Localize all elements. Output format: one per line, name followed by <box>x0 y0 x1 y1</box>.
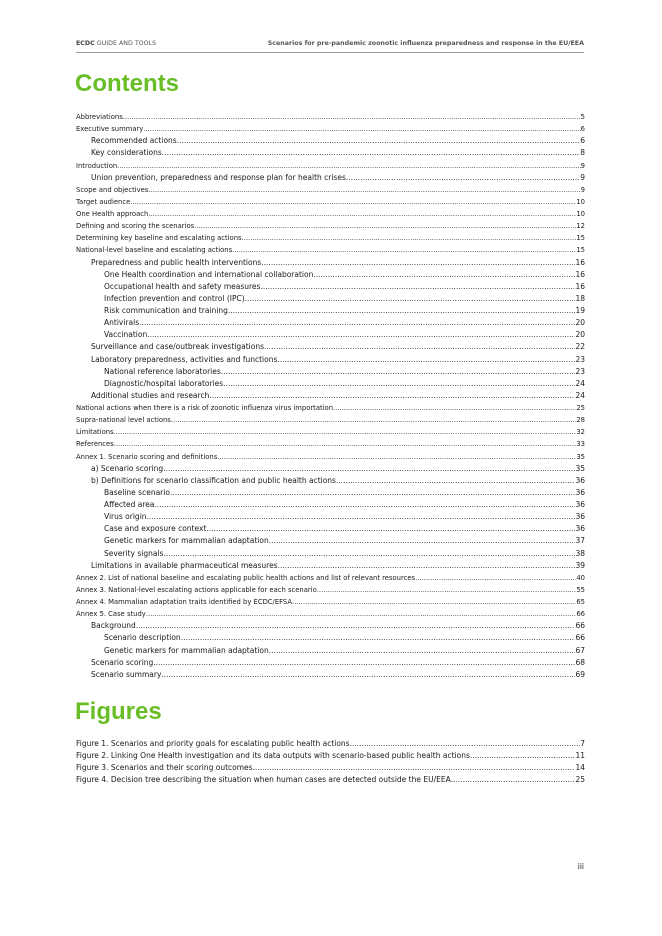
toc-entry[interactable] <box>76 257 585 269</box>
dot-leader <box>228 305 576 317</box>
toc-entry-title: Risk communication and training <box>104 306 228 315</box>
toc-entry-page: 55 <box>576 585 585 594</box>
dot-leader <box>269 645 576 657</box>
toc-entry[interactable] <box>76 402 585 414</box>
toc-entry[interactable] <box>76 596 585 608</box>
toc-entry[interactable] <box>76 111 585 123</box>
dot-leader <box>261 257 575 269</box>
dot-leader <box>232 244 576 256</box>
toc-entry-title: Defining and scoring the scenarios <box>76 222 195 231</box>
dot-leader <box>153 657 575 669</box>
dot-leader <box>221 366 576 378</box>
toc-entry-title: Infection prevention and control (IPC) <box>104 293 245 303</box>
dot-leader <box>130 196 576 208</box>
toc-entry-title: Executive summary <box>76 125 144 134</box>
toc-entry-page: 22 <box>575 342 585 352</box>
toc-entry-page: 37 <box>575 536 585 546</box>
toc-entry-title: Vaccination <box>104 330 148 340</box>
toc-entry-page: 65 <box>576 598 585 606</box>
figure-entry-title: Figure 2. Linking One Health investigation and its data outputs with scenario-based public health actions <box>76 751 470 761</box>
dot-leader <box>139 317 575 329</box>
figure-entry[interactable] <box>76 762 585 774</box>
toc-entry-title: Additional studies and research <box>91 390 210 400</box>
toc-entry-page: 9 <box>580 185 585 194</box>
dot-leader <box>242 232 577 244</box>
table-of-contents <box>76 111 585 681</box>
toc-entry-page: 16 <box>575 257 585 267</box>
toc-entry-title: National actions when there is a risk of zoonotic influenza virus importation <box>76 404 334 412</box>
toc-entry-title: National reference laboratories <box>104 366 221 376</box>
toc-entry[interactable] <box>76 232 585 244</box>
toc-entry-page: 69 <box>575 669 585 679</box>
dot-leader <box>415 572 576 584</box>
toc-entry-title: Abbreviations <box>76 113 123 121</box>
dot-leader <box>136 620 576 632</box>
toc-entry[interactable] <box>76 669 585 681</box>
list-of-figures <box>76 738 585 787</box>
toc-entry-page: 68 <box>575 657 585 667</box>
toc-entry[interactable] <box>76 632 585 644</box>
dot-leader <box>123 111 581 123</box>
toc-entry-title: Limitations in available pharmaceutical measures <box>91 560 278 570</box>
toc-entry-page: 24 <box>575 390 585 400</box>
toc-entry[interactable] <box>76 426 585 438</box>
toc-entry-page: 35 <box>575 463 585 473</box>
toc-entry[interactable] <box>76 147 585 159</box>
toc-entry-title: Preparedness and public health interventions <box>91 257 262 267</box>
toc-entry[interactable] <box>76 366 585 378</box>
toc-entry-title: Laboratory preparedness, activities and functions <box>91 354 278 364</box>
toc-entry[interactable] <box>76 390 585 402</box>
dot-leader <box>451 774 576 786</box>
figure-entry-title: Figure 3. Scenarios and their scoring outcomes <box>76 763 253 773</box>
toc-entry[interactable] <box>76 329 585 341</box>
dot-leader <box>162 147 580 159</box>
dot-leader <box>171 414 577 426</box>
dot-leader <box>161 669 575 681</box>
toc-entry-page: 10 <box>576 197 585 206</box>
dot-leader <box>277 354 575 366</box>
figure-entry[interactable] <box>76 750 585 762</box>
toc-entry[interactable] <box>76 560 585 572</box>
dot-leader <box>278 560 576 572</box>
toc-entry-page: 25 <box>576 404 585 412</box>
figures-heading: Figures <box>75 698 162 725</box>
toc-entry-title: Antivirals <box>104 318 140 328</box>
toc-entry-page: 20 <box>575 318 585 328</box>
toc-entry-title: Genetic markers for mammalian adaptation <box>104 536 269 546</box>
dot-leader <box>333 402 576 414</box>
dot-leader <box>217 451 576 463</box>
toc-entry-page: 28 <box>576 416 585 425</box>
toc-entry[interactable] <box>76 281 585 293</box>
toc-entry-page: 23 <box>575 354 585 364</box>
toc-entry-title: Baseline scenario <box>104 487 170 497</box>
dot-leader <box>206 523 575 535</box>
toc-entry-page: 67 <box>575 645 585 655</box>
dot-leader <box>313 269 575 281</box>
toc-entry-title: Severity signals <box>104 548 164 558</box>
toc-entry[interactable] <box>76 548 585 560</box>
toc-entry[interactable] <box>76 220 585 232</box>
toc-entry-title: Annex 4. Mammalian adaptation traits identified by ECDC/EFSA <box>76 598 293 606</box>
dot-leader <box>346 172 580 184</box>
toc-entry[interactable] <box>76 317 585 329</box>
dot-leader <box>292 596 576 608</box>
toc-entry[interactable] <box>76 172 585 184</box>
dot-leader <box>264 341 575 353</box>
figure-entry-page: 25 <box>575 775 585 785</box>
toc-entry[interactable] <box>76 499 585 511</box>
toc-entry[interactable] <box>76 645 585 657</box>
page-header <box>76 40 584 53</box>
toc-entry-page: 8 <box>580 148 585 158</box>
dot-leader <box>114 438 577 450</box>
toc-entry-page: 32 <box>576 428 585 437</box>
toc-entry-title: Annex 5. Case study <box>76 610 146 619</box>
toc-entry-page: 36 <box>575 475 585 485</box>
toc-entry[interactable] <box>76 584 585 596</box>
toc-entry-title: Case and exposure context <box>104 524 207 534</box>
toc-entry[interactable] <box>76 305 585 317</box>
toc-entry-title: Key considerations <box>91 148 162 158</box>
contents-heading: Contents <box>75 70 179 97</box>
figure-entry-title: Figure 4. Decision tree describing the situation when human cases are detected outside the EU/EEA <box>76 775 451 785</box>
toc-entry-title: Annex 3. National-level escalating actions applicable for each scenario <box>76 585 317 594</box>
toc-entry[interactable] <box>76 463 585 475</box>
toc-entry[interactable] <box>76 293 585 305</box>
toc-entry-title: Introduction <box>76 161 118 170</box>
toc-entry-title: Union prevention, preparedness and response plan for health crises <box>91 172 346 182</box>
toc-entry-page: 23 <box>575 366 585 376</box>
dot-leader <box>163 548 575 560</box>
toc-entry-page: 6 <box>580 125 585 134</box>
dot-leader <box>117 160 581 172</box>
toc-entry-title: Virus origin <box>104 512 147 522</box>
toc-entry-title: Recommended actions <box>91 136 177 146</box>
toc-entry-page: 35 <box>576 452 585 461</box>
toc-entry[interactable] <box>76 196 585 208</box>
toc-entry[interactable] <box>76 438 585 450</box>
figure-entry-title: Figure 1. Scenarios and priority goals for escalating public health actions <box>76 739 350 748</box>
toc-entry-title: Target audience <box>76 197 131 206</box>
toc-entry-page: 36 <box>575 500 585 509</box>
toc-entry-page: 15 <box>576 246 585 255</box>
toc-entry[interactable] <box>76 208 585 220</box>
toc-entry[interactable] <box>76 341 585 353</box>
toc-entry-title: One Health coordination and international collaboration <box>104 269 314 279</box>
dot-leader <box>146 608 577 620</box>
dot-leader <box>148 184 580 196</box>
toc-entry-title: One Health approach <box>76 210 149 218</box>
toc-entry-page: 5 <box>580 113 585 121</box>
toc-entry-page: 36 <box>575 512 585 522</box>
toc-entry-page: 39 <box>575 560 585 570</box>
dot-leader <box>147 511 576 523</box>
toc-entry-page: 33 <box>576 440 585 449</box>
toc-entry[interactable] <box>76 354 585 366</box>
figure-entry-page: 14 <box>575 763 585 773</box>
toc-entry-title: Determining key baseline and escalating actions <box>76 234 242 243</box>
toc-entry[interactable] <box>76 475 585 487</box>
toc-entry[interactable] <box>76 414 585 426</box>
dot-leader <box>170 487 576 499</box>
toc-entry-title: Annex 2. List of national baseline and escalating public health actions and list of relevant resources <box>76 573 416 582</box>
toc-entry-page: 12 <box>576 222 585 231</box>
toc-entry-page: 15 <box>576 234 585 243</box>
toc-entry-page: 9 <box>580 161 585 170</box>
toc-entry-page: 10 <box>576 210 585 218</box>
toc-entry-title: Occupational health and safety measures <box>104 281 261 291</box>
toc-entry-title: b) Definitions for scenario classification and public health actions <box>91 475 336 485</box>
toc-entry[interactable] <box>76 572 585 584</box>
toc-entry-title: Limitations <box>76 428 114 437</box>
toc-entry-title: Affected area <box>104 500 155 509</box>
dot-leader <box>177 135 581 147</box>
toc-entry-page: 66 <box>576 610 585 619</box>
toc-entry-page: 40 <box>576 573 585 582</box>
figure-entry-page: 7 <box>580 739 585 748</box>
toc-entry[interactable] <box>76 244 585 256</box>
toc-entry-page: 36 <box>575 524 585 534</box>
toc-entry[interactable] <box>76 451 585 463</box>
toc-entry[interactable] <box>76 523 585 535</box>
toc-entry-page: 24 <box>575 378 585 388</box>
figure-entry-page: 11 <box>575 751 585 761</box>
toc-entry-page: 16 <box>575 269 585 279</box>
dot-leader <box>163 463 575 475</box>
toc-entry-page: 36 <box>575 487 585 497</box>
toc-entry-page: 9 <box>580 172 585 182</box>
toc-entry-title: Genetic markers for mammalian adaptation <box>104 645 269 655</box>
toc-entry[interactable] <box>76 269 585 281</box>
toc-entry[interactable] <box>76 535 585 547</box>
dot-leader <box>269 535 576 547</box>
toc-entry-page: 66 <box>575 633 585 643</box>
dot-leader <box>245 293 576 305</box>
toc-entry[interactable] <box>76 608 585 620</box>
dot-leader <box>260 281 575 293</box>
toc-entry[interactable] <box>76 184 585 196</box>
toc-entry-page: 16 <box>575 281 585 291</box>
toc-entry-title: Supra-national level actions <box>76 416 171 425</box>
header-doc-title: Scenarios for pre-pandemic zoonotic influenza preparedness and response in the EU/EEA <box>267 40 584 47</box>
dot-leader <box>181 632 576 644</box>
dot-leader <box>194 220 576 232</box>
dot-leader <box>336 475 575 487</box>
toc-entry-title: Annex 1. Scenario scoring and definitions <box>76 452 218 461</box>
dot-leader <box>114 426 577 438</box>
toc-entry-title: Scope and objectives <box>76 185 149 194</box>
toc-entry-page: 20 <box>575 330 585 340</box>
toc-entry[interactable] <box>76 160 585 172</box>
toc-entry[interactable] <box>76 378 585 390</box>
dot-leader <box>253 762 576 774</box>
toc-entry[interactable] <box>76 135 585 147</box>
dot-leader <box>470 750 576 762</box>
toc-entry[interactable] <box>76 487 585 499</box>
dot-leader <box>223 378 575 390</box>
toc-entry[interactable] <box>76 123 585 135</box>
dot-leader <box>147 329 575 341</box>
toc-entry[interactable] <box>76 511 585 523</box>
toc-entry-page: 19 <box>575 306 585 315</box>
header-series: ECDC GUIDE AND TOOLS <box>76 40 157 47</box>
toc-entry-title: Scenario description <box>104 633 181 643</box>
toc-entry-title: Scenario summary <box>91 669 162 679</box>
toc-entry-title: Surveillance and case/outbreak investigations <box>91 342 264 352</box>
figure-entry[interactable] <box>76 774 585 786</box>
dot-leader <box>209 390 575 402</box>
toc-entry-title: Background <box>91 621 136 631</box>
toc-entry-page: 66 <box>575 621 585 631</box>
dot-leader <box>148 208 576 220</box>
dot-leader <box>154 499 575 511</box>
page-number: iii <box>577 862 584 871</box>
dot-leader <box>143 123 580 135</box>
dot-leader <box>350 738 581 750</box>
toc-entry-page: 38 <box>575 548 585 558</box>
toc-entry-title: National-level baseline and escalating actions <box>76 246 233 255</box>
toc-entry[interactable] <box>76 620 585 632</box>
toc-entry-page: 18 <box>575 293 585 303</box>
toc-entry-title: Diagnostic/hospital laboratories <box>104 378 224 388</box>
toc-entry-page: 6 <box>580 136 585 146</box>
toc-entry-title: a) Scenario scoring <box>91 463 164 473</box>
figure-entry[interactable] <box>76 738 585 750</box>
dot-leader <box>317 584 577 596</box>
toc-entry-title: References <box>76 440 114 449</box>
toc-entry-title: Scenario scoring <box>91 657 154 667</box>
toc-entry[interactable] <box>76 657 585 669</box>
